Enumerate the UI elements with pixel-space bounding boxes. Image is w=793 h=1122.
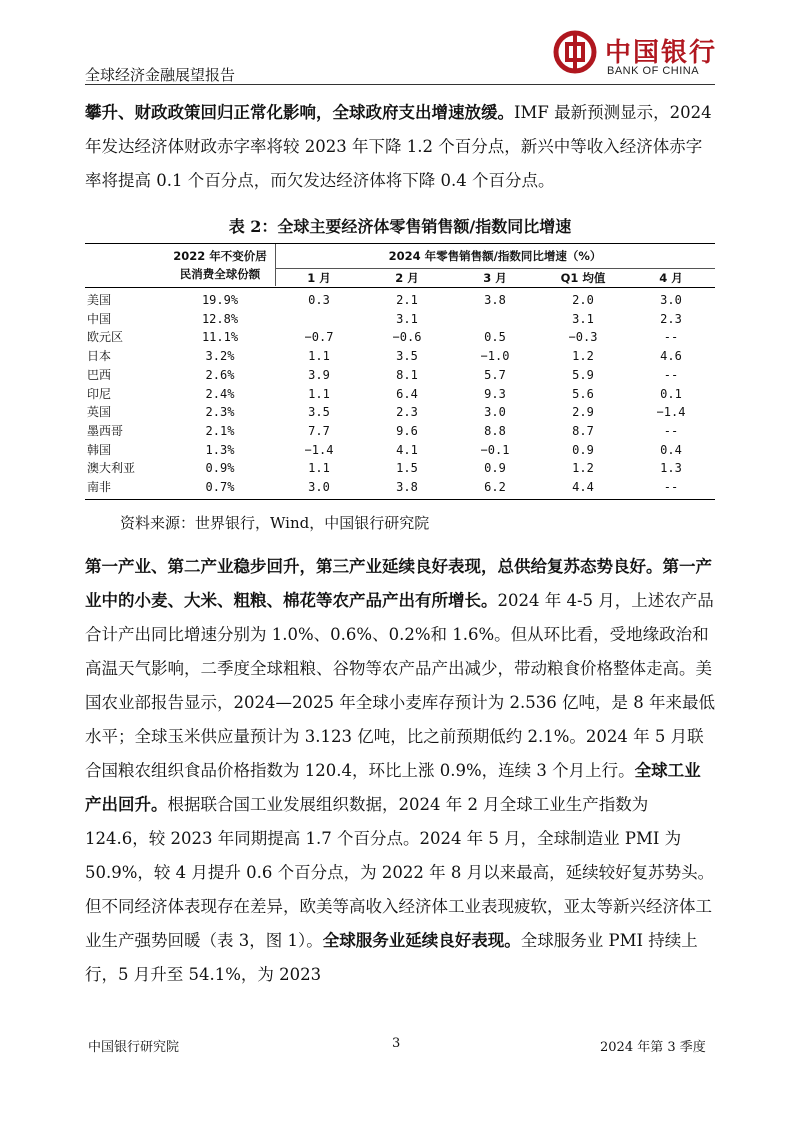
table-cell-value: 3.0 [660,293,682,307]
bank-of-china-emblem-icon [553,30,597,74]
table-group-header: 2024 年零售销售额/指数同比增速（%） [388,249,602,263]
table-row [85,291,715,309]
table-cell-value: 4.6 [660,349,682,364]
table-row [85,366,715,384]
table-cell-value: -- [663,423,679,438]
table-cell-value: 0.9 [484,461,506,476]
table-subheader: 4 月 [659,271,683,285]
table-row [85,385,715,403]
table-bottom-rule [85,499,715,500]
table-cell-value: 3.5 [308,405,330,420]
paragraph-bold-lead: 第一产业、第二产业稳步回升，第三产业延续良好表现，总供给复苏态势良好。第一产业中的小麦、大米、粗粮、棉花等农产品产出有所增长。 [85,557,712,610]
table-cell-value: 1.1 [308,386,330,401]
table-cell-value: 3.1 [572,311,594,326]
table-cell-share: 2.3% [205,405,235,420]
table-cell-value: 3.1 [396,311,418,326]
header-rule [85,84,715,85]
table-cell-value: −1.4 [304,442,334,457]
table-cell-economy: 巴西 [87,367,112,382]
table-cell-value: 1.3 [660,461,682,476]
paragraph-supply [85,550,715,992]
table-cell-value: 0.5 [484,330,506,345]
table-subheader: 2 月 [395,271,419,285]
table-cell-value: 6.2 [484,480,506,494]
table-cell-economy: 韩国 [87,442,112,457]
table-cell-value: 3.8 [484,293,506,307]
table-cell-share: 3.2% [205,349,235,364]
footer-org: 中国银行研究院 [88,1040,180,1055]
table-cell-value: 2.9 [572,405,594,420]
paragraph-text: IMF 最新预测显示，2024 年发达经济体财政赤字率将较 2023 年下降 1.2 个百分点，新兴中等收入经济体赤字率将提高 0.1 个百分点，而欠发达经济体将下降 0.4 个百分点。 [85,103,712,190]
table-row [85,459,715,477]
table-subheader: Q1 均值 [560,271,606,285]
table-title: 表 2：全球主要经济体零售销售额/指数同比增速 [228,217,572,236]
table-cell-value: 0.3 [308,293,330,307]
table-cell-share: 12.8% [201,311,239,326]
table-cell-value: 3.8 [396,480,418,494]
table-cell-value: −0.3 [568,330,598,345]
table-cell-value: 0.9 [572,442,594,457]
table-cell-value: 7.7 [308,423,330,438]
table-cell-value: 3.0 [484,405,506,420]
table-cell-value: -- [663,480,679,494]
table-cell-value: 5.6 [572,386,594,401]
table-cell-value: 6.4 [396,386,418,401]
table-cell-value: 2.3 [660,311,682,326]
table-cell-economy: 日本 [87,349,112,364]
table-cell-value: 2.3 [396,405,418,420]
footer-period: 2024 年第 3 季度 [600,1040,706,1055]
table-cell-value: −0.7 [304,330,334,345]
table-cell-share: 2.4% [205,386,235,401]
table-cell-value: 2.0 [572,293,594,307]
table-cell-value: 3.0 [308,480,330,494]
table-subheader: 1 月 [307,271,331,285]
table-cell-value: 8.8 [484,423,506,438]
paragraph-text: 全球服务业 PMI 持续上行，5 月升至 54.1%，为 2023 [85,931,698,984]
table-cell-value: −1.0 [480,349,510,364]
table-cell-share: 11.1% [201,330,239,345]
table-cell-share: 2.1% [205,423,235,438]
paragraph-bold-lead: 攀升、财政政策回归正常化影响，全球政府支出增速放缓。 [85,103,514,122]
table-cell-economy: 英国 [87,405,112,420]
table-cell-value: 9.6 [396,423,418,438]
table-row [85,441,715,459]
table-row [85,422,715,440]
table-cell-economy: 欧元区 [87,330,124,345]
table-row [85,478,715,496]
table-cell-value: 1.1 [308,349,330,364]
table-cell-economy: 澳大利亚 [87,461,136,476]
logo-chinese-name: 中国银行 [605,38,718,68]
table-row [85,403,715,421]
table-cell-value: 3.5 [396,349,418,364]
paragraph-text: 2024 年 4-5 月，上述农产品合计产出同比增速分别为 1.0%、0.6%、0.2%和 1.6%。但从环比看，受地缘政治和高温天气影响，二季度全球粗粮、谷物等农产品产出减少，带动粮食价格整体走高。美国农业部报告显示，2024—2025 年全球小麦库存预计为 2.536 亿吨，是 8 年来最低水平；全球玉米供应量预计为 3.123 亿吨，比之前预期低约 2.1%。2024 年 5 月联合国粮农组织食品价格指数为 120.4，环比上涨 0.9%，连续 3 个月上行。 [85,591,715,780]
table-row [85,347,715,365]
paragraph-fiscal [85,96,715,198]
table-cell-share: 2.6% [205,367,235,382]
table-row [85,328,715,346]
table-cell-value: 8.1 [396,367,418,382]
table-cell-share: 1.3% [205,442,235,457]
footer-page-number: 3 [392,1036,401,1051]
table-cell-value: −0.1 [480,442,510,457]
table-cell-value: 0.4 [660,442,682,457]
table-cell-economy: 中国 [87,311,112,326]
table-cell-value: −0.6 [392,330,422,345]
table-cell-economy: 南非 [87,480,112,494]
bank-logo [553,30,718,82]
table-cell-share: 19.9% [201,293,239,307]
paragraph-bold-industry: 全球工业产出回升。 [85,761,701,814]
table-cell-share: 0.7% [205,480,235,494]
table-cell-value: 5.7 [484,367,506,382]
table-cell-value: 4.4 [572,480,594,494]
table-subheader: 3 月 [483,271,507,285]
table-cell-value: -- [663,367,679,382]
table-cell-value: 9.3 [484,386,506,401]
report-header-title: 全球经济金融展望报告 [85,66,236,84]
table-col-share-header: 2022 年不变价居 民消费全球份额 [173,249,267,281]
table-header-rule [85,287,715,288]
table-row [85,310,715,328]
table-top-rule [85,243,715,244]
paragraph-bold-services: 全球服务业延续良好表现。 [322,931,521,950]
table-cell-value: 1.2 [572,349,594,364]
table-cell-value: 2.1 [396,293,418,307]
table-cell-value: 0.1 [660,386,682,401]
table-cell-value: 1.2 [572,461,594,476]
table-subheader-rule [275,268,715,269]
table-cell-economy: 印尼 [87,386,112,401]
table-cell-economy: 美国 [87,293,112,307]
table-cell-value: 1.1 [308,461,330,476]
paragraph-text: 根据联合国工业发展组织数据，2024 年 2 月全球工业生产指数为 124.6，较 2023 年同期提高 1.7 个百分点。2024 年 5 月，全球制造业 PMI 为 50.9%，较 4 月提升 0.6 个百分点，为 2022 年 8 月以来最高，延续较好复苏势头。但不同经济体表现存在差异，欧美等高收入经济体工业表现疲软，亚太等新兴经济体工业生产强势回暖（表 3，图 1）。 [85,795,715,950]
table-cell-value: 3.9 [308,367,330,382]
table-cell-economy: 墨西哥 [87,423,124,438]
table-cell-value: 4.1 [396,442,418,457]
table-cell-value: 1.5 [396,461,418,476]
table-cell-share: 0.9% [205,461,235,476]
table-cell-value: 5.9 [572,367,594,382]
table-cell-value: 8.7 [572,423,594,438]
table-cell-value: −1.4 [656,405,686,420]
table-cell-value: -- [663,330,679,345]
table-source-note: 资料来源：世界银行，Wind，中国银行研究院 [120,514,430,532]
logo-english-name: BANK OF CHINA [607,65,700,77]
